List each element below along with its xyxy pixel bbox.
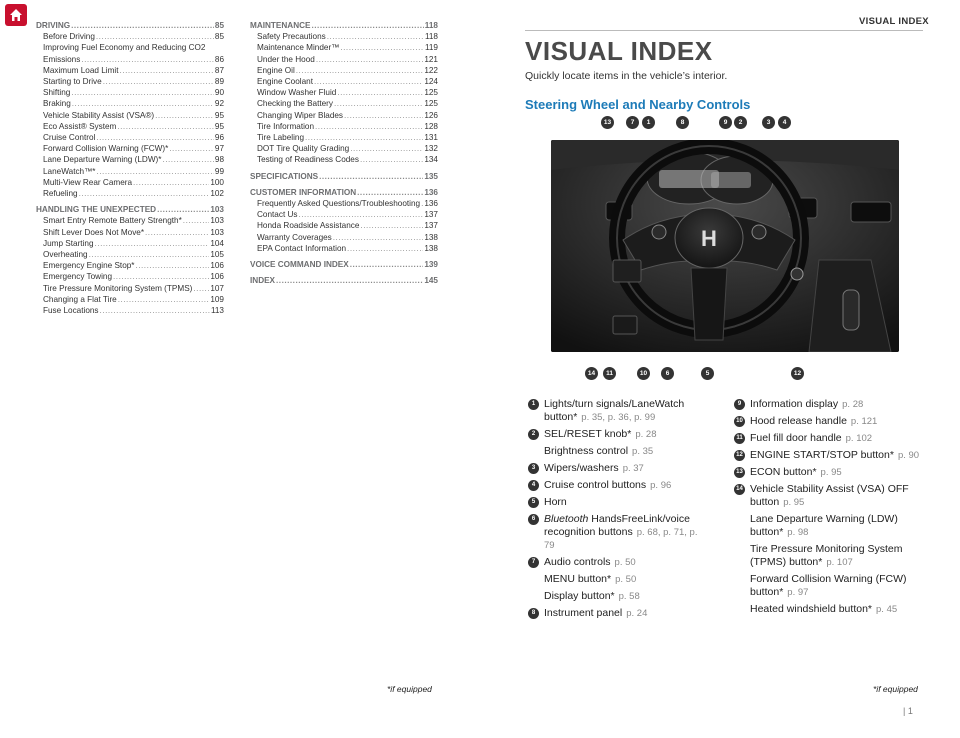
legend-badge: 14 bbox=[734, 484, 745, 495]
toc-entry-text: Contact Us bbox=[257, 210, 298, 220]
toc-dot-leader bbox=[421, 198, 423, 209]
toc-page-number: 121 bbox=[424, 54, 438, 64]
toc-dot-leader bbox=[333, 232, 424, 243]
toc-entry-text: Checking the Battery bbox=[257, 99, 334, 109]
toc-section-heading[interactable] bbox=[250, 259, 438, 270]
toc-section-heading[interactable] bbox=[36, 20, 224, 31]
footnote-left: *if equipped bbox=[387, 684, 432, 694]
toc-dot-leader bbox=[327, 31, 424, 42]
legend-item bbox=[734, 398, 924, 411]
toc-entry-text: Honda Roadside Assistance bbox=[257, 221, 360, 231]
toc-page-number: 119 bbox=[424, 43, 438, 53]
toc-entry-text: EPA Contact Information bbox=[257, 243, 347, 253]
legend-subitem-text: MENU button* bbox=[544, 573, 612, 585]
toc-entry[interactable] bbox=[36, 154, 224, 165]
legend-badge: 12 bbox=[734, 450, 745, 461]
toc-page-number: 104 bbox=[210, 238, 224, 248]
toc-entry-text: Warranty Coverages bbox=[257, 232, 332, 242]
callout-number: 8 bbox=[676, 116, 689, 129]
toc-page-number: 97 bbox=[214, 144, 224, 154]
toc-entry-text: Before Driving bbox=[43, 32, 95, 42]
legend-left bbox=[528, 398, 708, 624]
legend-item bbox=[528, 479, 708, 492]
legend-page-ref[interactable]: p. 35, p. 36, p. 99 bbox=[581, 412, 656, 423]
legend-badge: 1 bbox=[528, 399, 539, 410]
legend-item bbox=[734, 449, 924, 462]
dashboard-photo bbox=[551, 140, 899, 352]
toc-page-number: 96 bbox=[214, 133, 224, 143]
toc-entry-text: Improving Fuel Economy and Reducing CO2 bbox=[43, 43, 206, 53]
toc-dot-leader bbox=[79, 188, 210, 199]
toc-page-number: 86 bbox=[214, 54, 224, 64]
legend-item bbox=[734, 483, 924, 509]
toc-entry-text: Fuse Locations bbox=[43, 306, 99, 316]
toc-page-number: 98 bbox=[214, 155, 224, 165]
toc-dot-leader bbox=[357, 187, 423, 198]
toc-entry[interactable] bbox=[250, 110, 438, 121]
toc-page-number: 106 bbox=[210, 272, 224, 282]
legend-page-ref[interactable]: p. 107 bbox=[826, 557, 853, 568]
toc-dot-leader bbox=[299, 209, 424, 220]
toc-dot-leader bbox=[340, 42, 424, 53]
toc-dot-leader bbox=[155, 110, 214, 121]
toc-page-number: 89 bbox=[214, 77, 224, 87]
legend-badge: 11 bbox=[734, 433, 745, 444]
toc-entry[interactable] bbox=[36, 121, 224, 132]
legend-subitem bbox=[734, 543, 924, 569]
legend-badge: 4 bbox=[528, 480, 539, 491]
legend-badge: 10 bbox=[734, 416, 745, 427]
toc-dot-leader bbox=[100, 305, 210, 316]
toc-dot-leader bbox=[96, 31, 214, 42]
legend-text: Audio controls bbox=[544, 556, 611, 568]
toc-page-number: 126 bbox=[424, 110, 438, 120]
legend-text: Lights/turn signals/LaneWatch button* bbox=[544, 398, 685, 423]
legend-badge: 7 bbox=[528, 557, 539, 568]
toc-dot-leader bbox=[133, 177, 209, 188]
toc-dot-leader bbox=[305, 132, 423, 143]
toc-entry[interactable] bbox=[36, 249, 224, 260]
toc-entry[interactable] bbox=[36, 260, 224, 271]
legend-text: Hood release handle bbox=[750, 415, 847, 427]
legend-badge: 13 bbox=[734, 467, 745, 478]
toc-left-column bbox=[36, 20, 224, 316]
callout-number: 4 bbox=[778, 116, 791, 129]
toc-entry-text: Overheating bbox=[43, 250, 88, 260]
toc-dot-leader bbox=[276, 275, 423, 286]
page-subtitle: Quickly locate items in the vehicle’s interior. bbox=[525, 70, 728, 82]
steering-wheel-illustration bbox=[551, 140, 899, 352]
toc-entry-text: VOICE COMMAND INDEX bbox=[250, 260, 349, 270]
legend-page-ref[interactable]: p. 97 bbox=[787, 587, 809, 598]
toc-entry-text: Braking bbox=[43, 99, 71, 109]
legend-item bbox=[528, 513, 708, 552]
toc-page-number: 103 bbox=[210, 216, 224, 226]
legend-subitem-text: Display button* bbox=[544, 590, 615, 602]
toc-dot-leader bbox=[71, 20, 214, 31]
toc-page-number: 135 bbox=[424, 171, 438, 181]
legend-badge: 6 bbox=[528, 514, 539, 525]
toc-dot-leader bbox=[350, 143, 423, 154]
toc-entry[interactable] bbox=[36, 283, 224, 294]
toc-page-number: 138 bbox=[424, 243, 438, 253]
toc-page-number: 107 bbox=[210, 283, 224, 293]
page-number: | 1 bbox=[903, 706, 913, 716]
legend-page-ref[interactable]: p. 121 bbox=[850, 416, 878, 427]
toc-dot-leader bbox=[120, 65, 214, 76]
legend-page-ref[interactable]: p. 45 bbox=[876, 604, 898, 615]
legend-subitem bbox=[528, 590, 708, 603]
toc-entry-text: Cruise Control bbox=[43, 133, 96, 143]
toc-entry[interactable] bbox=[36, 87, 224, 98]
toc-dot-leader bbox=[347, 243, 423, 254]
toc-dot-leader bbox=[96, 132, 214, 143]
toc-entry-text: Jump Starting bbox=[43, 238, 94, 248]
toc-entry-text: Forward Collision Warning (FCW)* bbox=[43, 144, 169, 154]
toc-dot-leader bbox=[334, 98, 423, 109]
toc-page-number: 87 bbox=[214, 65, 224, 75]
toc-entry-text: Emergency Engine Stop* bbox=[43, 261, 135, 271]
toc-page-number: 125 bbox=[424, 99, 438, 109]
toc-entry[interactable] bbox=[36, 65, 224, 76]
toc-dot-leader bbox=[95, 238, 210, 249]
toc-dot-leader bbox=[316, 54, 424, 65]
toc-entry[interactable] bbox=[36, 110, 224, 121]
toc-entry-text: Tire Information bbox=[257, 121, 315, 131]
toc-entry[interactable] bbox=[250, 243, 438, 254]
legend-text: Vehicle Stability Assist (VSA) OFF button bbox=[750, 483, 909, 508]
toc-entry[interactable] bbox=[36, 54, 224, 65]
legend-page-ref[interactable]: p. 28 bbox=[635, 429, 657, 440]
callout-number: 1 bbox=[642, 116, 655, 129]
toc-entry[interactable] bbox=[250, 209, 438, 220]
toc-dot-leader bbox=[89, 249, 210, 260]
legend-text: HandsFreeLink/voice recognition buttons bbox=[544, 513, 690, 538]
toc-entry[interactable] bbox=[250, 121, 438, 132]
toc-entry[interactable] bbox=[36, 42, 224, 53]
legend-subitem bbox=[528, 573, 708, 586]
callout-number: 6 bbox=[661, 367, 674, 380]
legend-item bbox=[528, 556, 708, 569]
toc-entry-text: LaneWatch™* bbox=[43, 166, 96, 176]
toc-page-number: 100 bbox=[210, 177, 224, 187]
toc-entry[interactable] bbox=[36, 215, 224, 226]
toc-page-number: 136 bbox=[424, 187, 438, 197]
legend-text: Horn bbox=[544, 496, 567, 508]
legend-subitem-text: Forward Collision Warning (FCW) button* bbox=[750, 573, 907, 598]
toc-entry[interactable] bbox=[36, 294, 224, 305]
toc-entry[interactable] bbox=[250, 98, 438, 109]
toc-entry[interactable] bbox=[250, 87, 438, 98]
legend-badge: 9 bbox=[734, 399, 745, 410]
legend-page-ref[interactable]: p. 58 bbox=[618, 591, 640, 602]
legend-item bbox=[528, 428, 708, 441]
toc-page-number: 90 bbox=[214, 88, 224, 98]
toc-entry-text: Emergency Towing bbox=[43, 272, 113, 282]
toc-page-number: 124 bbox=[424, 77, 438, 87]
toc-entry-text: Tire Pressure Monitoring System (TPMS) bbox=[43, 283, 193, 293]
toc-entry-text: Engine Oil bbox=[257, 65, 295, 75]
toc-page-number: 113 bbox=[210, 306, 224, 316]
toc-entry[interactable] bbox=[36, 238, 224, 249]
toc-entry[interactable] bbox=[250, 132, 438, 143]
toc-entry-text: Changing a Flat Tire bbox=[43, 294, 117, 304]
page-title: VISUAL INDEX bbox=[525, 36, 713, 66]
legend-text: Fuel fill door handle bbox=[750, 432, 842, 444]
toc-entry-text: Testing of Readiness Codes bbox=[257, 155, 359, 165]
home-icon bbox=[9, 8, 23, 22]
toc-dot-leader bbox=[97, 166, 214, 177]
toc-entry-text: Multi-View Rear Camera bbox=[43, 177, 133, 187]
toc-entry-text: Smart Entry Remote Battery Strength* bbox=[43, 216, 182, 226]
toc-page-number: 138 bbox=[424, 232, 438, 242]
toc-page-number: 106 bbox=[210, 261, 224, 271]
toc-entry[interactable] bbox=[250, 42, 438, 53]
toc-page-number: 139 bbox=[424, 260, 438, 270]
legend-badge: 2 bbox=[528, 429, 539, 440]
toc-entry-text: CUSTOMER INFORMATION bbox=[250, 187, 357, 197]
legend-page-ref[interactable]: p. 24 bbox=[626, 608, 648, 619]
toc-dot-leader bbox=[350, 259, 424, 270]
toc-entry-text: Frequently Asked Questions/Troubleshooting bbox=[257, 199, 421, 209]
section-title: Steering Wheel and Nearby Controls bbox=[525, 97, 751, 112]
legend-subitem-text: Brightness control bbox=[544, 445, 629, 457]
toc-entry-text: Eco Assist® System bbox=[43, 121, 117, 131]
toc-page-number: 132 bbox=[424, 144, 438, 154]
callout-number: 10 bbox=[637, 367, 650, 380]
legend-page-ref[interactable]: p. 68, p. 71, p. 79 bbox=[544, 527, 698, 551]
legend-page-ref[interactable]: p. 96 bbox=[650, 480, 672, 491]
toc-dot-leader bbox=[71, 87, 214, 98]
toc-page-number: 131 bbox=[424, 133, 438, 143]
toc-page-number: 137 bbox=[424, 210, 438, 220]
toc-page-number: 103 bbox=[210, 227, 224, 237]
toc-page-number: 85 bbox=[214, 21, 224, 30]
toc-entry[interactable] bbox=[36, 271, 224, 282]
toc-dot-leader bbox=[135, 260, 209, 271]
toc-entry[interactable] bbox=[250, 54, 438, 65]
legend-page-ref[interactable]: p. 90 bbox=[897, 450, 920, 461]
legend-subitem bbox=[528, 445, 708, 458]
toc-page-number: 105 bbox=[210, 250, 224, 260]
toc-page-number: 95 bbox=[214, 121, 224, 131]
legend-text: Information display bbox=[750, 398, 839, 410]
callout-number: 2 bbox=[734, 116, 747, 129]
callout-number: 12 bbox=[791, 367, 804, 380]
toc-dot-leader bbox=[296, 65, 424, 76]
legend-item bbox=[528, 607, 708, 620]
toc-dot-leader bbox=[103, 76, 214, 87]
toc-page-number: 99 bbox=[214, 166, 224, 176]
toc-section-heading[interactable] bbox=[250, 171, 438, 182]
toc-entry-text: DRIVING bbox=[36, 21, 71, 30]
toc-entry-text: Shifting bbox=[43, 88, 71, 98]
callout-number: 9 bbox=[719, 116, 732, 129]
toc-entry[interactable] bbox=[36, 76, 224, 87]
toc-dot-leader bbox=[315, 121, 423, 132]
toc-entry[interactable] bbox=[36, 305, 224, 316]
legend-subitem bbox=[734, 513, 924, 539]
toc-right-column bbox=[250, 20, 438, 286]
toc-entry-text: Window Washer Fluid bbox=[257, 88, 337, 98]
legend-page-ref[interactable]: p. 95 bbox=[783, 497, 805, 508]
toc-page-number: 118 bbox=[424, 32, 438, 42]
header-rule bbox=[525, 30, 923, 31]
legend-text-italic: Bluetooth bbox=[544, 513, 589, 525]
toc-page-number: 102 bbox=[210, 189, 224, 199]
toc-dot-leader bbox=[162, 154, 213, 165]
legend-text: Instrument panel bbox=[544, 607, 623, 619]
legend-subitem-text: Tire Pressure Monitoring System (TPMS) button* bbox=[750, 543, 903, 568]
home-button[interactable] bbox=[5, 4, 27, 26]
toc-entry[interactable] bbox=[250, 65, 438, 76]
toc-entry-text: Shift Lever Does Not Move* bbox=[43, 227, 145, 237]
footnote-right: *if equipped bbox=[873, 684, 918, 694]
toc-entry[interactable] bbox=[36, 132, 224, 143]
legend-text: Wipers/washers bbox=[544, 462, 619, 474]
toc-entry-text: MAINTENANCE bbox=[250, 21, 311, 30]
legend-subitem-text: Heated windshield button* bbox=[750, 603, 873, 615]
toc-page-number: 136 bbox=[424, 199, 438, 209]
legend-page-ref[interactable]: p. 28 bbox=[842, 399, 864, 410]
toc-entry-text: Safety Precautions bbox=[257, 32, 326, 42]
toc-entry-text: Tire Labeling bbox=[257, 133, 305, 143]
toc-page-number: 125 bbox=[424, 88, 438, 98]
toc-dot-leader bbox=[118, 294, 210, 305]
legend-page-ref[interactable]: p. 102 bbox=[845, 433, 873, 444]
toc-entry[interactable] bbox=[250, 76, 438, 87]
toc-dot-leader bbox=[169, 143, 214, 154]
toc-section-heading[interactable] bbox=[36, 204, 224, 215]
toc-entry[interactable] bbox=[250, 220, 438, 231]
toc-page-number: 145 bbox=[424, 276, 438, 286]
toc-page-number: 134 bbox=[424, 155, 438, 165]
toc-dot-leader bbox=[81, 54, 214, 65]
toc-entry-text: Maximum Load Limit bbox=[43, 65, 119, 75]
toc-entry-text: Lane Departure Warning (LDW)* bbox=[43, 155, 162, 165]
svg-text:H: H bbox=[701, 226, 717, 251]
toc-entry[interactable] bbox=[36, 143, 224, 154]
legend-page-ref[interactable]: p. 50 bbox=[614, 557, 636, 568]
toc-entry[interactable] bbox=[36, 98, 224, 109]
legend-page-ref[interactable]: p. 98 bbox=[787, 527, 809, 538]
callout-number: 11 bbox=[603, 367, 616, 380]
toc-dot-leader bbox=[360, 220, 423, 231]
toc-page-number: 92 bbox=[214, 99, 224, 109]
toc-dot-leader bbox=[319, 171, 423, 182]
toc-dot-leader bbox=[157, 204, 209, 215]
running-head: VISUAL INDEX bbox=[859, 16, 929, 27]
legend-item bbox=[734, 432, 924, 445]
toc-entry-text: Engine Coolant bbox=[257, 77, 313, 87]
toc-entry[interactable] bbox=[250, 31, 438, 42]
toc-entry[interactable] bbox=[36, 177, 224, 188]
toc-entry[interactable] bbox=[36, 31, 224, 42]
toc-page-number: 118 bbox=[424, 21, 438, 30]
legend-page-ref[interactable]: p. 35 bbox=[632, 446, 654, 457]
toc-page-number: 128 bbox=[424, 121, 438, 131]
callout-number: 3 bbox=[762, 116, 775, 129]
toc-dot-leader bbox=[360, 154, 423, 165]
toc-dot-leader bbox=[72, 98, 214, 109]
toc-entry[interactable] bbox=[36, 188, 224, 199]
toc-dot-leader bbox=[312, 20, 424, 31]
toc-entry[interactable] bbox=[36, 227, 224, 238]
callout-number: 7 bbox=[626, 116, 639, 129]
toc-entry[interactable] bbox=[250, 143, 438, 154]
toc-entry-text: HANDLING THE UNEXPECTED bbox=[36, 205, 157, 215]
legend-subitem bbox=[734, 573, 924, 599]
toc-page-number: 137 bbox=[424, 221, 438, 231]
toc-section-heading[interactable] bbox=[250, 275, 438, 286]
legend-text: ECON button* bbox=[750, 466, 817, 478]
toc-dot-leader bbox=[337, 87, 423, 98]
callout-number: 14 bbox=[585, 367, 598, 380]
callout-number: 13 bbox=[601, 116, 614, 129]
toc-dot-leader bbox=[113, 271, 209, 282]
legend-page-ref[interactable]: p. 37 bbox=[622, 463, 644, 474]
legend-badge: 3 bbox=[528, 463, 539, 474]
toc-entry-text: Changing Wiper Blades bbox=[257, 110, 344, 120]
toc-entry-text: Under the Hood bbox=[257, 54, 315, 64]
legend-item bbox=[528, 398, 708, 424]
toc-page-number: 109 bbox=[210, 294, 224, 304]
callout-number: 5 bbox=[701, 367, 714, 380]
legend-item bbox=[734, 466, 924, 479]
toc-entry[interactable] bbox=[250, 154, 438, 165]
toc-dot-leader bbox=[344, 110, 423, 121]
legend-item bbox=[528, 462, 708, 475]
toc-entry-text: SPECIFICATIONS bbox=[250, 171, 319, 181]
toc-entry-text: Maintenance Minder™ bbox=[257, 43, 340, 53]
legend-badge: 5 bbox=[528, 497, 539, 508]
legend-right bbox=[734, 398, 924, 620]
toc-dot-leader bbox=[117, 121, 214, 132]
toc-section-heading[interactable] bbox=[250, 187, 438, 198]
toc-entry[interactable] bbox=[36, 166, 224, 177]
legend-item bbox=[528, 496, 708, 509]
legend-badge: 8 bbox=[528, 608, 539, 619]
legend-item bbox=[734, 415, 924, 428]
toc-dot-leader bbox=[145, 227, 209, 238]
legend-subitem-text: Lane Departure Warning (LDW) button* bbox=[750, 513, 898, 538]
legend-text: Cruise control buttons bbox=[544, 479, 647, 491]
toc-entry-text: INDEX bbox=[250, 276, 276, 286]
toc-entry-text: Refueling bbox=[43, 189, 78, 199]
toc-page-number: 95 bbox=[214, 110, 224, 120]
toc-entry[interactable] bbox=[250, 198, 438, 209]
toc-entry-text: Starting to Drive bbox=[43, 77, 102, 87]
toc-page-number: 103 bbox=[210, 205, 224, 215]
legend-page-ref[interactable]: p. 95 bbox=[820, 467, 842, 478]
toc-dot-leader bbox=[314, 76, 423, 87]
legend-text: ENGINE START/STOP button* bbox=[750, 449, 894, 461]
toc-dot-leader bbox=[193, 283, 209, 294]
legend-subitem bbox=[734, 603, 924, 616]
legend-text: SEL/RESET knob* bbox=[544, 428, 632, 440]
toc-section-heading[interactable] bbox=[250, 20, 438, 31]
toc-page-number: 122 bbox=[424, 65, 438, 75]
legend-page-ref[interactable]: p. 50 bbox=[615, 574, 637, 585]
toc-page-number: 85 bbox=[214, 32, 224, 42]
toc-entry-text: Vehicle Stability Assist (VSA®) bbox=[43, 110, 155, 120]
toc-entry-text: Emissions bbox=[43, 54, 81, 64]
toc-entry-text: DOT Tire Quality Grading bbox=[257, 144, 350, 154]
toc-dot-leader bbox=[183, 215, 210, 226]
toc-entry[interactable] bbox=[250, 232, 438, 243]
